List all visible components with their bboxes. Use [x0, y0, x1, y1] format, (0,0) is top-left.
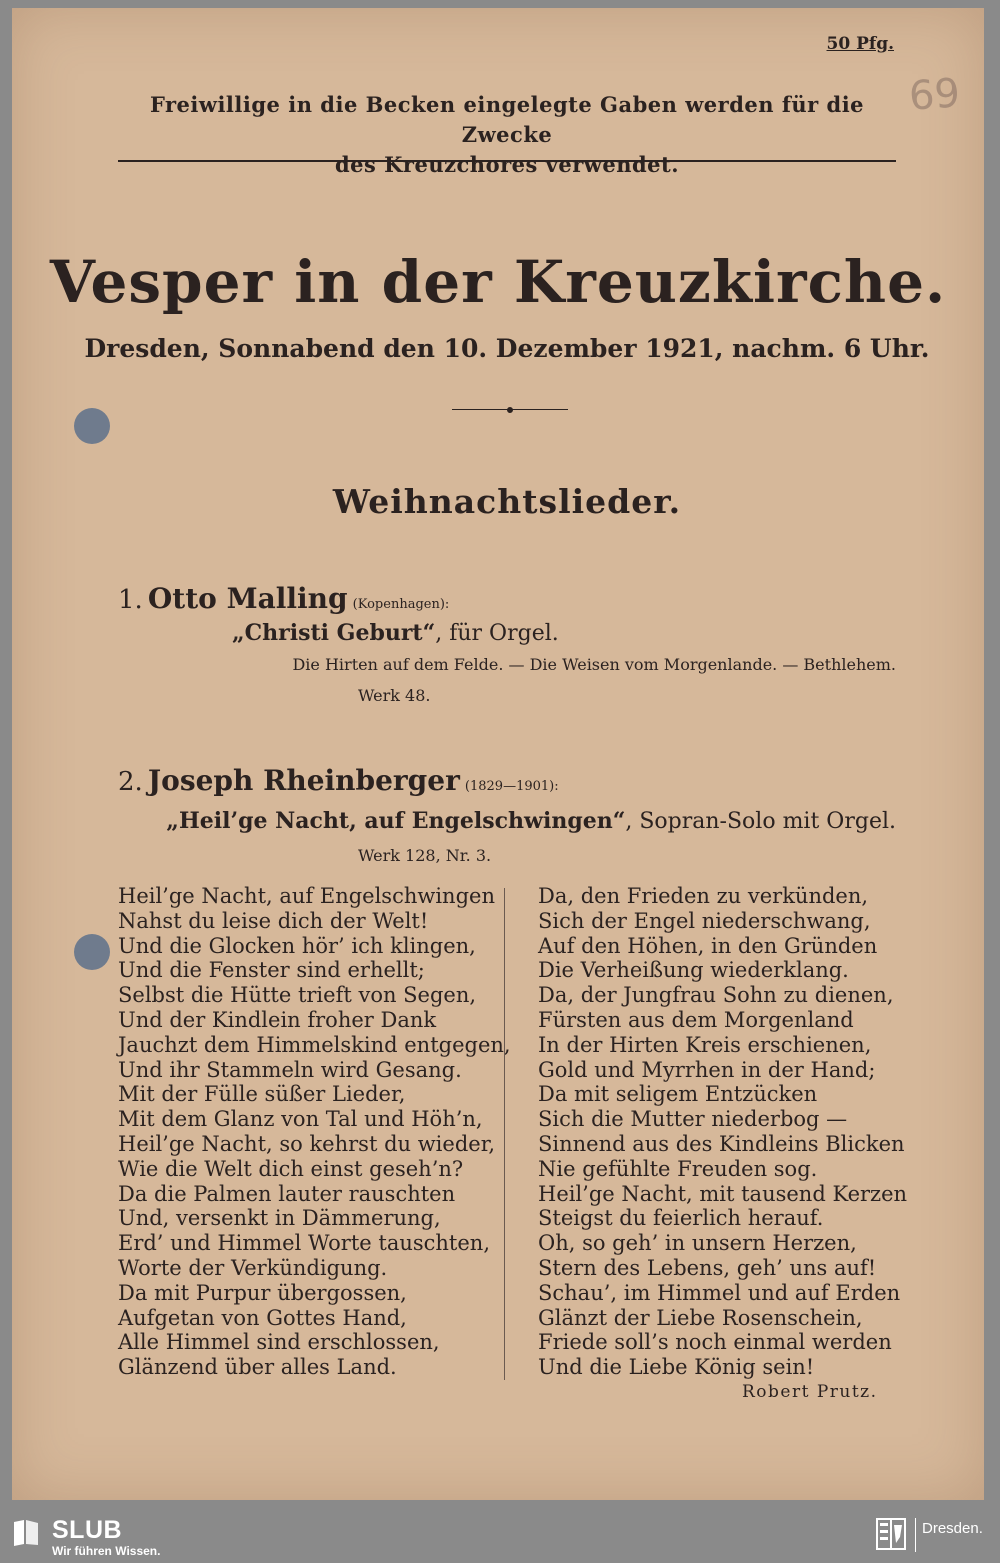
- lyric-line: Nahst du leise dich der Welt!: [118, 908, 429, 933]
- work-scoring: , Sopran-Solo mit Orgel.: [625, 809, 896, 834]
- movement-list: Die Hirten auf dem Felde. — Die Weisen vom Morgenlande. — Bethlehem.: [292, 655, 896, 674]
- library-tagline: Wir führen Wissen.: [52, 1544, 161, 1558]
- lyric-line: Sich die Mutter niederbog —: [538, 1107, 848, 1132]
- lyric-line: Alle Himmel sind erschlossen,: [118, 1330, 440, 1355]
- composer-name: Otto Malling: [147, 582, 348, 615]
- lyrics-left-column: [118, 884, 511, 1380]
- program-item-2-work: [166, 808, 896, 834]
- lyric-line: Und die Fenster sind erhellt;: [118, 958, 425, 983]
- lyric-line: Gold und Myrrhen in der Hand;: [538, 1057, 876, 1082]
- lyrics-right-column: [538, 884, 907, 1380]
- lyric-line: Und die Liebe König sein!: [538, 1355, 815, 1380]
- program-item-1-work: [232, 620, 559, 646]
- program-item-number: 1.: [118, 585, 143, 615]
- notice-divider: [118, 160, 896, 162]
- opus-number: Werk 48.: [358, 686, 431, 705]
- opus-number: Werk 128, Nr. 3.: [358, 846, 492, 865]
- lyric-line: Und die Glocken hör’ ich klingen,: [118, 933, 476, 958]
- lyric-line: Da mit Purpur übergossen,: [118, 1280, 407, 1305]
- lyric-line: Selbst die Hütte trieft von Segen,: [118, 983, 477, 1008]
- lyric-line: Da die Palmen lauter rauschten: [118, 1181, 456, 1206]
- section-title: Weihnachtslieder.: [332, 482, 682, 521]
- lyric-line: Glänzt der Liebe Rosenschein,: [538, 1305, 863, 1330]
- lyric-line: Wie die Welt dich einst geseh’n?: [118, 1156, 464, 1181]
- lyric-line: Da mit seligem Entzücken: [538, 1082, 818, 1107]
- ornament-divider: [452, 408, 568, 412]
- program-item-1-heading: [118, 582, 449, 615]
- event-date-line: Dresden, Sonnabend den 10. Dezember 1921, nachm. 6 Uhr.: [84, 334, 930, 363]
- archive-pencil-mark: 69: [907, 70, 962, 120]
- composer-name: Joseph Rheinberger: [147, 764, 460, 797]
- lyric-line: Mit dem Glanz von Tal und Höh’n,: [118, 1107, 483, 1132]
- lyric-line: Stern des Lebens, geh’ uns auf!: [538, 1255, 877, 1280]
- composer-note: (Kopenhagen):: [352, 597, 450, 612]
- price-label: 50 Pfg.: [826, 34, 894, 54]
- lyric-line: Sinnend aus des Kindleins Blicken: [538, 1131, 905, 1156]
- column-divider: [504, 888, 505, 1380]
- lyric-line: Steigst du feierlich herauf.: [538, 1206, 824, 1231]
- library-name[interactable]: SLUB: [52, 1516, 123, 1544]
- lyric-line: Da, den Frieden zu verkünden,: [538, 884, 869, 908]
- lyric-line: Jauchzt dem Himmelskind entgegen,: [118, 1032, 511, 1057]
- lyric-line: Nie gefühlte Freuden sog.: [538, 1156, 818, 1181]
- notice-line: Freiwillige in die Becken eingelegte Gaben werden für die Zwecke: [149, 92, 865, 147]
- dresden-crest-icon: [875, 1517, 907, 1551]
- page-title: Vesper in der Kreuzkirche.: [49, 248, 947, 316]
- composer-note: (1829—1901):: [464, 779, 559, 794]
- lyric-line: Heil’ge Nacht, auf Engelschwingen: [118, 884, 495, 908]
- lyric-line: In der Hirten Kreis erschienen,: [538, 1032, 872, 1057]
- lyric-line: Und ihr Stammeln wird Gesang.: [118, 1057, 462, 1082]
- lyric-line: Schau’, im Himmel und auf Erden: [538, 1280, 901, 1305]
- work-title: „Heil’ge Nacht, auf Engelschwingen“: [166, 808, 626, 834]
- lyric-line: Aufgetan von Gottes Hand,: [118, 1305, 407, 1330]
- lyric-line: Mit der Fülle süßer Lieder,: [118, 1082, 406, 1107]
- lyric-line: Sich der Engel niederschwang,: [538, 908, 871, 933]
- lyric-line: Auf den Höhen, in den Gründen: [538, 933, 878, 958]
- lyric-line: Fürsten aus dem Morgenland: [538, 1007, 854, 1032]
- slub-logo-icon: [12, 1518, 40, 1548]
- city-name[interactable]: Dresden.: [922, 1520, 983, 1537]
- lyric-line: Heil’ge Nacht, mit tausend Kerzen: [538, 1181, 908, 1206]
- lyric-line: Erd’ und Himmel Worte tauschten,: [118, 1231, 491, 1256]
- lyricist-credit: Robert Prutz.: [742, 1382, 878, 1402]
- lyric-line: Friede soll’s noch einmal werden: [538, 1330, 892, 1355]
- lyric-line: Und der Kindlein froher Dank: [118, 1007, 437, 1032]
- lyric-line: Worte der Verkündigung.: [118, 1255, 388, 1280]
- work-scoring: , für Orgel.: [435, 621, 559, 646]
- lyric-line: Und, versenkt in Dämmerung,: [118, 1206, 441, 1231]
- lyric-line: Die Verheißung wiederklang.: [538, 958, 849, 983]
- lyric-line: Oh, so geh’ in unsern Herzen,: [538, 1231, 857, 1256]
- punch-hole: [74, 408, 110, 444]
- punch-hole: [74, 934, 110, 970]
- work-title: „Christi Geburt“: [232, 620, 436, 646]
- lyric-line: Glänzend über alles Land.: [118, 1355, 397, 1380]
- notice-line: des Kreuzchores verwendet.: [334, 152, 680, 177]
- program-item-2-heading: [118, 764, 559, 797]
- document-page: [12, 8, 984, 1500]
- lyric-line: Da, der Jungfrau Sohn zu dienen,: [538, 983, 894, 1008]
- donation-notice: [112, 90, 902, 180]
- footer-bar: [0, 1512, 1000, 1563]
- footer-separator: [915, 1518, 916, 1552]
- lyric-line: Heil’ge Nacht, so kehrst du wieder,: [118, 1131, 496, 1156]
- program-item-number: 2.: [118, 767, 143, 797]
